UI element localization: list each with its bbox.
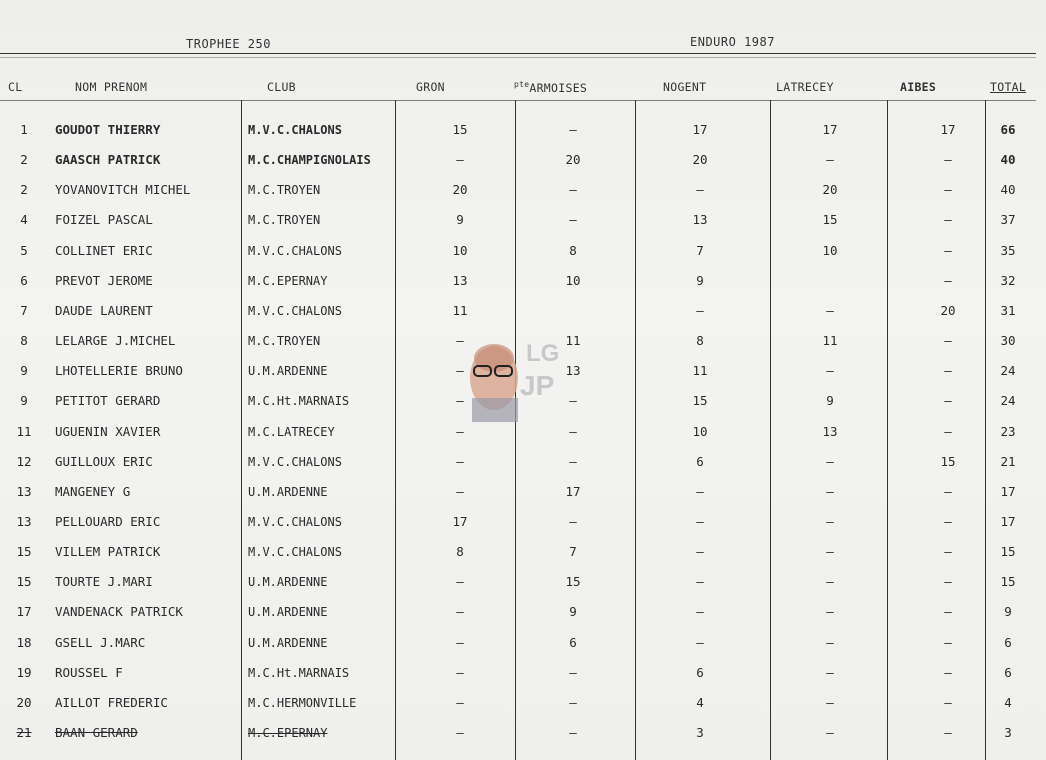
cell-nogent: 7 [696,242,704,258]
cell-club: M.C.CHAMPIGNOLAIS [248,153,371,168]
cell-nogent: 10 [692,423,708,439]
cell-latrecey: 15 [822,212,838,228]
top-rule [0,53,1036,54]
cell-aibes: – [944,393,952,409]
cell-nogent: – [696,513,704,529]
cell-nogent: – [696,483,704,499]
cell-latrecey: 9 [826,393,834,409]
cell-name: AILLOT FREDERIC [55,694,168,710]
cell-aibes: – [944,513,952,529]
col-total: TOTAL [990,80,1027,94]
col-nogent: NOGENT [663,80,707,94]
cell-armoises: 11 [565,333,581,349]
cell-gron: – [456,423,464,439]
cell-aibes: – [944,664,952,680]
cell-aibes: – [944,725,952,740]
armoises-prefix: pte [514,80,530,89]
cell-nogent: – [696,604,704,620]
table-row [0,507,1046,537]
cell-total: 17 [1000,513,1016,529]
cell-aibes: – [944,182,952,198]
cell-aibes: – [944,483,952,499]
cell-total: 6 [1004,634,1012,650]
cell-nogent: – [696,182,704,198]
cell-rank: 19 [16,664,32,680]
cell-name: YOVANOVITCH MICHEL [55,182,191,198]
cell-latrecey: – [826,604,834,620]
header-divider [0,100,1036,101]
cell-club: U.M.ARDENNE [248,484,328,499]
watermark-text-top: LG [526,340,560,367]
cell-latrecey: 11 [822,333,838,349]
cell-armoises: – [569,513,577,529]
cell-latrecey: 17 [822,122,838,137]
cell-nogent: 20 [692,152,708,168]
cell-rank: 21 [16,725,32,740]
cell-armoises: – [569,182,577,198]
cell-name: TOURTE J.MARI [55,574,153,590]
cell-total: 40 [1000,152,1016,168]
cell-rank: 13 [16,483,32,499]
cell-armoises: 6 [569,634,577,650]
cell-total: 4 [1004,694,1012,710]
cell-club: M.C.EPERNAY [248,273,328,288]
cell-aibes: – [944,604,952,620]
cell-armoises: 20 [565,152,581,168]
cell-armoises: – [569,212,577,228]
cell-aibes: – [944,212,952,228]
cell-nogent: 17 [692,122,708,137]
cell-armoises: – [569,122,577,137]
cell-aibes: 20 [940,302,956,318]
cell-rank: 6 [20,272,28,288]
cell-total: 31 [1000,302,1016,318]
cell-total: 30 [1000,333,1016,349]
cell-nogent: – [696,544,704,560]
cell-rank: 9 [20,393,28,409]
cell-gron: – [456,333,464,349]
cell-gron: – [456,363,464,379]
cell-total: 15 [1000,544,1016,560]
cell-name: PREVOT JEROME [55,272,153,288]
table-row [0,205,1046,235]
cell-armoises: 7 [569,544,577,560]
cell-total: 9 [1004,604,1012,620]
cell-total: 24 [1000,393,1016,409]
cell-gron: 11 [452,302,468,318]
cell-armoises: 17 [565,483,581,499]
col-armoises [514,80,587,95]
cell-club: M.V.C.CHALONS [248,454,342,469]
cell-name: VANDENACK PATRICK [55,604,183,620]
cell-total: 15 [1000,574,1016,590]
event-title: ENDURO 1987 [690,35,775,49]
cell-rank: 2 [20,152,28,168]
cell-name: PELLOUARD ERIC [55,513,161,529]
cell-rank: 18 [16,634,32,650]
col-latrecey: LATRECEY [776,80,834,94]
cell-gron: – [456,152,464,168]
table-row [0,718,1046,748]
cell-club: M.C.TROYEN [248,334,321,349]
armoises-label: ARMOISES [529,80,588,95]
cell-latrecey: 20 [822,182,838,198]
cell-aibes: – [944,423,952,439]
cell-latrecey: – [826,513,834,529]
cell-gron: – [456,453,464,469]
cell-name: GUILLOUX ERIC [55,453,153,469]
cell-latrecey: 10 [822,242,838,258]
cell-latrecey: – [826,634,834,650]
cell-total: 23 [1000,423,1016,439]
cell-club: U.M.ARDENNE [248,364,328,379]
col-name: NOM PRENOM [75,80,148,94]
col-club: CLUB [267,80,296,94]
cell-nogent: 6 [696,664,704,680]
cell-aibes: – [944,272,952,288]
cell-latrecey: – [826,664,834,680]
cell-name: VILLEM PATRICK [55,544,161,560]
cell-gron: 10 [452,242,468,258]
cell-aibes: – [944,634,952,650]
cell-total: 40 [1000,182,1016,198]
cell-armoises: – [569,664,577,680]
table-row [0,628,1046,658]
cell-latrecey: – [826,152,834,168]
cell-aibes: – [944,242,952,258]
cell-latrecey: – [826,544,834,560]
cell-total: 21 [1000,453,1016,469]
cell-name: GSELL J.MARC [55,634,146,650]
cell-name: DAUDE LAURENT [55,302,153,318]
cell-name: UGUENIN XAVIER [55,423,161,439]
cell-nogent: 8 [696,333,704,349]
cell-gron: – [456,725,464,740]
cell-nogent: 9 [696,272,704,288]
cell-rank: 12 [16,453,32,469]
cell-aibes: – [944,694,952,710]
cell-nogent: 15 [692,393,708,409]
cell-aibes: – [944,152,952,168]
cell-total: 37 [1000,212,1016,228]
table-row [0,688,1046,718]
col-aibes: AIBES [900,80,937,94]
cell-aibes: 15 [940,453,956,469]
cell-total: 66 [1000,122,1016,137]
col-gron: GRON [416,80,445,94]
cell-armoises: – [569,423,577,439]
cell-gron: – [456,604,464,620]
cell-latrecey: – [826,483,834,499]
cell-club: M.C.LATRECEY [248,424,335,439]
cell-club: M.C.TROYEN [248,213,321,228]
cell-gron: 9 [456,212,464,228]
cell-total: 35 [1000,242,1016,258]
cell-gron: – [456,694,464,710]
cell-nogent: – [696,574,704,590]
cell-club: M.V.C.CHALONS [248,243,342,258]
cell-rank: 9 [20,363,28,379]
cell-rank: 11 [16,423,32,439]
cell-aibes: – [944,333,952,349]
table-row [0,266,1046,296]
cell-club: M.C.Ht.MARNAIS [248,394,350,409]
table-row [0,658,1046,688]
cell-latrecey: – [826,302,834,318]
table-row [0,145,1046,175]
cell-gron: – [456,634,464,650]
cell-latrecey: 13 [822,423,838,439]
top-rule-shadow [0,57,1036,58]
cell-latrecey: – [826,725,834,740]
cell-total: 6 [1004,664,1012,680]
cell-rank: 2 [20,182,28,198]
watermark-text-bottom: JP [520,370,555,401]
cell-rank: 1 [20,122,28,137]
cell-latrecey: – [826,363,834,379]
cell-latrecey: – [826,694,834,710]
cell-gron: – [456,574,464,590]
cell-club: U.M.ARDENNE [248,635,328,650]
cell-name: LHOTELLERIE BRUNO [55,363,183,379]
cell-armoises: 15 [565,574,581,590]
cell-armoises: – [569,393,577,409]
cell-rank: 15 [16,574,32,590]
table-row [0,236,1046,266]
cell-club: M.C.EPERNAY [248,726,328,740]
cell-rank: 7 [20,302,28,318]
cell-gron: – [456,664,464,680]
cell-gron: – [456,483,464,499]
cell-gron: 8 [456,544,464,560]
cell-name: FOIZEL PASCAL [55,212,153,228]
table-row [0,537,1046,567]
trophy-title: TROPHEE 250 [186,37,271,51]
cell-club: M.V.C.CHALONS [248,123,342,137]
cell-armoises: 8 [569,242,577,258]
cell-nogent: 11 [692,363,708,379]
cell-club: U.M.ARDENNE [248,605,328,620]
cell-rank: 5 [20,242,28,258]
cell-club: M.C.Ht.MARNAIS [248,665,350,680]
cell-name: PETITOT GERARD [55,393,161,409]
table-row [0,597,1046,627]
cell-armoises [553,296,593,326]
cell-nogent: 6 [696,453,704,469]
table-row [0,447,1046,477]
cell-gron: – [456,393,464,409]
cell-name: COLLINET ERIC [55,242,153,258]
cell-armoises: – [569,694,577,710]
cell-aibes: – [944,363,952,379]
cell-name: ROUSSEL F [55,664,123,680]
cell-latrecey: – [826,453,834,469]
cell-rank: 17 [16,604,32,620]
cell-armoises: 9 [569,604,577,620]
cell-total: 17 [1000,483,1016,499]
table-row [0,567,1046,597]
cell-total: 32 [1000,272,1016,288]
cell-rank: 13 [16,513,32,529]
cell-aibes: – [944,544,952,560]
cell-rank: 15 [16,544,32,560]
cell-gron: 13 [452,272,468,288]
watermark-logo [462,336,572,422]
cell-name: GOUDOT THIERRY [55,122,161,137]
col-cl: CL [8,80,23,94]
cell-club: M.V.C.CHALONS [248,514,342,529]
cell-name: MANGENEY G [55,483,131,499]
table-row [0,175,1046,205]
cell-latrecey: – [826,574,834,590]
table-row [0,477,1046,507]
cell-name: BAAN GERARD [55,725,138,740]
cell-club: M.C.HERMONVILLE [248,695,357,710]
cell-armoises: 13 [565,363,581,379]
cell-total: 3 [1004,725,1012,740]
cell-club: M.V.C.CHALONS [248,545,342,560]
cell-name: GAASCH PATRICK [55,152,161,168]
cell-aibes: 17 [940,122,956,137]
cell-name: LELARGE J.MICHEL [55,333,176,349]
cell-gron: 20 [452,182,468,198]
cell-gron: 15 [452,122,468,137]
cell-armoises: – [569,725,577,740]
cell-club: M.V.C.CHALONS [248,303,342,318]
cell-club: U.M.ARDENNE [248,575,328,590]
cell-aibes: – [944,574,952,590]
table-row [0,115,1046,145]
cell-club: M.C.TROYEN [248,183,321,198]
cell-armoises: – [569,453,577,469]
cell-armoises: 10 [565,272,581,288]
cell-nogent: 13 [692,212,708,228]
cell-rank: 4 [20,212,28,228]
cell-nogent: – [696,302,704,318]
cell-nogent: – [696,634,704,650]
cell-latrecey [810,266,850,296]
cell-nogent: 4 [696,694,704,710]
cell-rank: 20 [16,694,32,710]
cell-nogent: 3 [696,725,704,740]
cell-gron: 17 [452,513,468,529]
cell-total: 24 [1000,363,1016,379]
table-row [0,296,1046,326]
cell-rank: 8 [20,333,28,349]
